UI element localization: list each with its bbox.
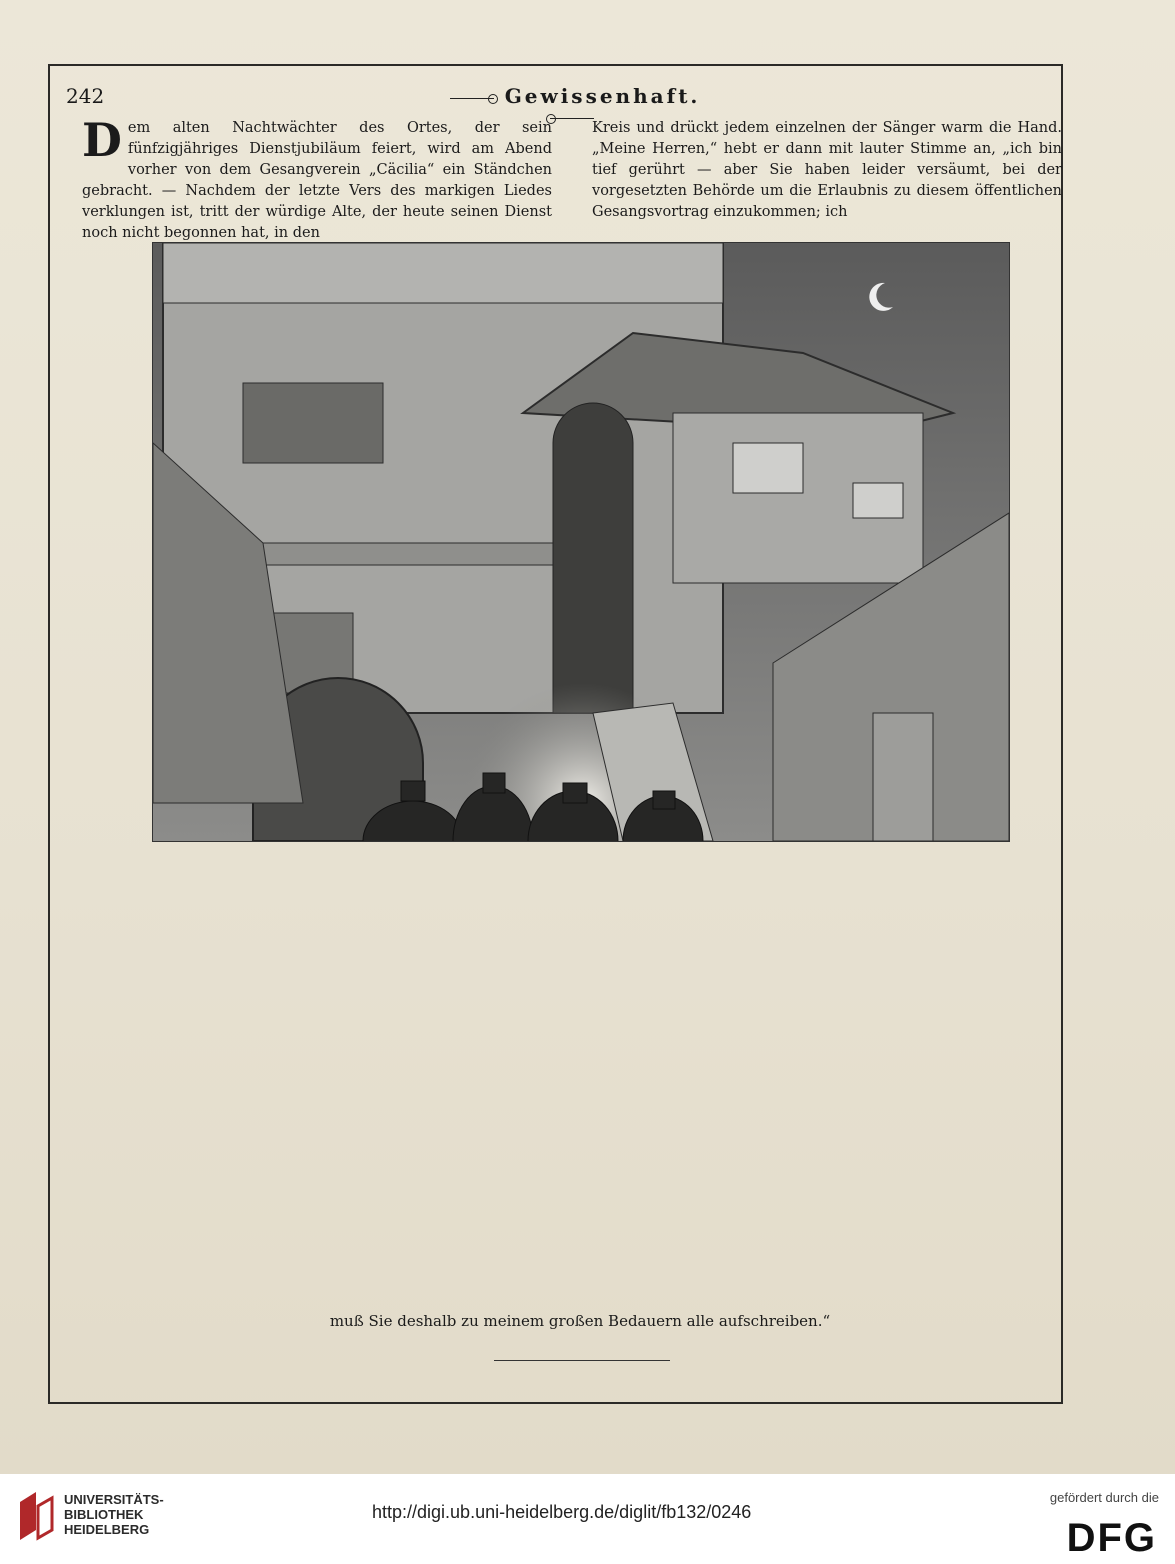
library-name-line-1: UNIVERSITÄTS-	[64, 1492, 164, 1507]
text-column-right	[592, 118, 1062, 223]
ornament-left-icon	[450, 98, 494, 99]
drop-cap: D	[82, 113, 122, 167]
stone-pillar	[873, 713, 933, 841]
illustration-art	[153, 243, 1009, 841]
page-header	[66, 84, 1046, 108]
stair-doorway	[553, 403, 633, 713]
page-title: Gewissenhaft.	[504, 84, 701, 108]
text-column-left	[82, 113, 552, 244]
page-number: 242	[66, 84, 105, 108]
house-window-2	[853, 483, 903, 518]
ornament-right-icon	[550, 118, 594, 119]
closing-rule	[494, 1360, 670, 1361]
window-with-figures	[243, 383, 383, 463]
paragraph-left: em alten Nachtwächter des Ortes, der sein fünfzigjähriges Dienstjubiläum feiert, wird am Abend vorher von dem Gesangverein „Cäcilia“ ein Ständchen gebracht. — Nachdem der letzte Vers des markigen Liedes verklungen ist, tritt der würdige Alte, der heute seinen Dienst noch nicht begonnen hat, in den	[82, 120, 552, 241]
library-name-line-3: HEIDELBERG	[64, 1522, 150, 1537]
illustration	[152, 242, 1010, 842]
viewer-footer	[0, 1474, 1175, 1564]
library-name	[64, 1492, 164, 1537]
library-name-line-2: BIBLIOTHEK	[64, 1507, 144, 1522]
tower-upper-band	[163, 243, 723, 303]
dfg-logo: DFG	[1066, 1516, 1157, 1560]
permalink-link[interactable]: http://digi.ub.uni-heidelberg.de/diglit/fb132/0246	[372, 1502, 752, 1522]
library-logo-icon	[16, 1488, 56, 1544]
funder-note: gefördert durch die	[1049, 1490, 1159, 1505]
house-window-1	[733, 443, 803, 493]
paragraph-right: Kreis und drückt jedem einzelnen der Sänger warm die Hand. „Meine Herren,“ hebt er dann mit lauter Stimme an, „ich bin tief gerührt — aber Sie haben leider versäumt, bei der vorgesetzten Behörde um die Erlaubnis zu diesem öffentlichen Gesangsvortrag einzukommen; ich	[592, 120, 1062, 220]
illustration-caption: muß Sie deshalb zu meinem großen Bedauern alle aufschreiben.“	[329, 1312, 831, 1330]
